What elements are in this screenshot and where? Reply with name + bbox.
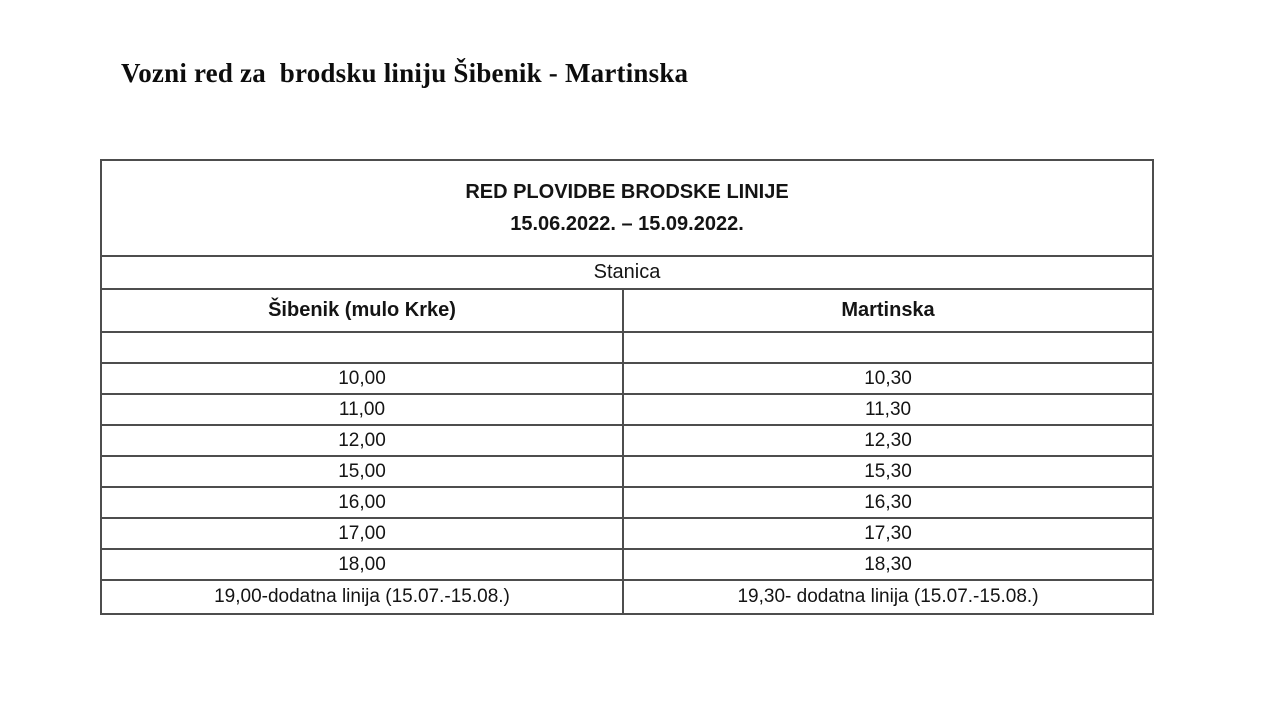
table-row xyxy=(101,549,1153,580)
cell-martinska-time: 16,30 xyxy=(623,487,1153,518)
cell-sibenik-time: 19,00-dodatna linija (15.07.-15.08.) xyxy=(101,580,623,614)
column-header-row xyxy=(101,289,1153,332)
cell-martinska-time: 15,30 xyxy=(623,456,1153,487)
table-row-additional-line xyxy=(101,580,1153,614)
cell-martinska-time: 17,30 xyxy=(623,518,1153,549)
stanica-label: Stanica xyxy=(101,256,1153,289)
cell-sibenik-time: 11,00 xyxy=(101,394,623,425)
table-row xyxy=(101,394,1153,425)
cell-sibenik-time: 10,00 xyxy=(101,363,623,394)
cell-martinska-time: 10,30 xyxy=(623,363,1153,394)
table-row xyxy=(101,456,1153,487)
cell-sibenik-time xyxy=(101,332,623,363)
page-title: Vozni red za brodsku liniju Šibenik - Martinska xyxy=(121,58,689,88)
cell-sibenik-time: 15,00 xyxy=(101,456,623,487)
cell-martinska-time xyxy=(623,332,1153,363)
table-row xyxy=(101,518,1153,549)
table-title-line2: 15.06.2022. – 15.09.2022. xyxy=(510,213,744,235)
column-header-martinska: Martinska xyxy=(623,289,1153,332)
column-header-sibenik: Šibenik (mulo Krke) xyxy=(101,289,623,332)
cell-martinska-time: 19,30- dodatna linija (15.07.-15.08.) xyxy=(623,580,1153,614)
table-title-cell xyxy=(101,160,1153,256)
table-row xyxy=(101,425,1153,456)
table-row xyxy=(101,487,1153,518)
table-title-row xyxy=(101,160,1153,256)
cell-sibenik-time: 12,00 xyxy=(101,425,623,456)
stanica-row xyxy=(101,256,1153,289)
table-row-empty xyxy=(101,332,1153,363)
table-row xyxy=(101,363,1153,394)
cell-sibenik-time: 16,00 xyxy=(101,487,623,518)
cell-martinska-time: 18,30 xyxy=(623,549,1153,580)
table-title-line1: RED PLOVIDBE BRODSKE LINIJE xyxy=(465,181,789,203)
cell-martinska-time: 12,30 xyxy=(623,425,1153,456)
cell-sibenik-time: 17,00 xyxy=(101,518,623,549)
cell-sibenik-time: 18,00 xyxy=(101,549,623,580)
schedule-table xyxy=(100,159,1154,615)
cell-martinska-time: 11,30 xyxy=(623,394,1153,425)
